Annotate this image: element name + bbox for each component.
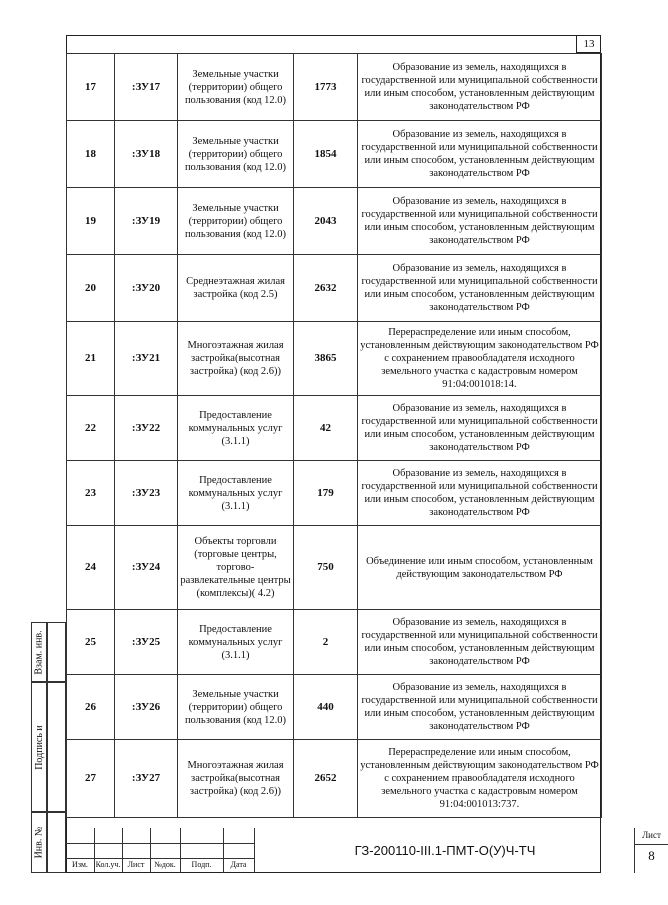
permitted-use: Многоэтажная жилая застройка(высотная застройка) (код 2.6))	[178, 740, 294, 818]
permitted-use: Предоставление коммунальных услуг (3.1.1)	[178, 610, 294, 675]
parcel-code: :ЗУ25	[115, 610, 178, 675]
sidebar-inv-cell	[31, 812, 47, 873]
stamp-label-list: Лист	[127, 860, 145, 869]
permitted-use: Среднеэтажная жилая застройка (код 2.5)	[178, 255, 294, 322]
permitted-use: Земельные участки (территории) общего пользования (код 12.0)	[178, 675, 294, 740]
row-number: 25	[67, 610, 115, 675]
parcel-area: 42	[294, 396, 358, 461]
formation-method: Объединение или иным способом, установленным действующим законодательством РФ	[358, 526, 602, 610]
stamp-label-izm: Изм.	[72, 860, 88, 869]
formation-method: Перераспределение или иным способом, установленным действующим законодательством РФ с сохранением правообладателя исходного земельного участка с кадастровым номером 91:04:001018:14.	[358, 322, 602, 396]
sidebar-podpis-label: Подпись и	[33, 724, 45, 770]
formation-method: Образование из земель, находящихся в государственной или муниципальной собственности или иным способом, установленным действующим законодательством РФ	[358, 188, 602, 255]
stamp-label-data: Дата	[230, 860, 247, 869]
table-row	[67, 121, 602, 188]
row-number: 27	[67, 740, 115, 818]
parcel-code: :ЗУ18	[115, 121, 178, 188]
parcel-code: :ЗУ26	[115, 675, 178, 740]
stamp-label-ndok: №док.	[154, 860, 176, 869]
parcel-code: :ЗУ17	[115, 54, 178, 121]
parcel-code: :ЗУ21	[115, 322, 178, 396]
formation-method: Образование из земель, находящихся в государственной или муниципальной собственности или иным способом, установленным действующим законодательством РФ	[358, 54, 602, 121]
title-block	[66, 828, 661, 873]
formation-method: Образование из земель, находящихся в государственной или муниципальной собственности или иным способом, установленным действующим законодательством РФ	[358, 396, 602, 461]
table-row	[67, 610, 602, 675]
parcel-area: 2043	[294, 188, 358, 255]
parcel-code: :ЗУ22	[115, 396, 178, 461]
permitted-use: Предоставление коммунальных услуг (3.1.1)	[178, 396, 294, 461]
row-number: 23	[67, 461, 115, 526]
row-number: 22	[67, 396, 115, 461]
formation-method: Образование из земель, находящихся в государственной или муниципальной собственности или иным способом, установленным действующим законодательством РФ	[358, 461, 602, 526]
permitted-use: Земельные участки (территории) общего пользования (код 12.0)	[178, 121, 294, 188]
permitted-use: Земельные участки (территории) общего пользования (код 12.0)	[178, 188, 294, 255]
parcel-area: 2	[294, 610, 358, 675]
row-number: 18	[67, 121, 115, 188]
row-number: 24	[67, 526, 115, 610]
sheet-label: Лист	[635, 830, 668, 845]
permitted-use: Многоэтажная жилая застройка(высотная застройка) (код 2.6))	[178, 322, 294, 396]
parcel-area: 2632	[294, 255, 358, 322]
table-row	[67, 675, 602, 740]
parcel-code: :ЗУ19	[115, 188, 178, 255]
sheet-number: 8	[648, 848, 655, 863]
sheet-box	[634, 828, 668, 873]
table-row	[67, 255, 602, 322]
parcel-code: :ЗУ24	[115, 526, 178, 610]
formation-method: Образование из земель, находящихся в государственной или муниципальной собственности или иным способом, установленным действующим законодательством РФ	[358, 255, 602, 322]
stamp-label-podp: Подп.	[191, 860, 212, 869]
formation-method: Образование из земель, находящихся в государственной или муниципальной собственности или иным способом, установленным действующим законодательством РФ	[358, 675, 602, 740]
parcel-area: 2652	[294, 740, 358, 818]
row-number: 17	[67, 54, 115, 121]
table-row	[67, 322, 602, 396]
formation-method: Образование из земель, находящихся в государственной или муниципальной собственности или иным способом, установленным действующим законодательством РФ	[358, 121, 602, 188]
parcel-code: :ЗУ27	[115, 740, 178, 818]
parcel-area: 440	[294, 675, 358, 740]
sidebar-vzam-cell	[31, 622, 47, 682]
table-row	[67, 526, 602, 610]
left-approval-strip	[31, 622, 66, 873]
row-number: 19	[67, 188, 115, 255]
parcel-area: 1773	[294, 54, 358, 121]
document-code: ГЗ-200110-III.1-ПМТ-О(У)Ч-ТЧ	[254, 828, 635, 873]
stamp-grid	[66, 828, 254, 873]
sidebar-inv-label: Инв. №	[33, 826, 45, 859]
table-row	[67, 396, 602, 461]
stamp-label-koluch: Кол.уч.	[95, 860, 121, 869]
parcel-area: 179	[294, 461, 358, 526]
parcel-code: :ЗУ23	[115, 461, 178, 526]
formation-method: Образование из земель, находящихся в государственной или муниципальной собственности или иным способом, установленным действующим законодательством РФ	[358, 610, 602, 675]
top-page-number: 13	[576, 36, 601, 53]
sidebar-vzam-value	[47, 622, 66, 682]
permitted-use: Земельные участки (территории) общего пользования (код 12.0)	[178, 54, 294, 121]
table-row	[67, 461, 602, 526]
formation-method: Перераспределение или иным способом, установленным действующим законодательством РФ с сохранением правообладателя исходного земельного участка с кадастровым номером 91:04:001013:737.	[358, 740, 602, 818]
sidebar-podpis-cell	[31, 682, 47, 812]
sidebar-vzam-label: Взам. инв.	[33, 629, 45, 675]
row-number: 26	[67, 675, 115, 740]
table-row	[67, 54, 602, 121]
row-number: 20	[67, 255, 115, 322]
parcel-area: 3865	[294, 322, 358, 396]
parcel-code: :ЗУ20	[115, 255, 178, 322]
parcel-area: 1854	[294, 121, 358, 188]
row-number: 21	[67, 322, 115, 396]
permitted-use: Объекты торговли (торговые центры, торгово-развлекательные центры (комплексы)( 4.2)	[178, 526, 294, 610]
parcels-table	[66, 53, 602, 818]
parcel-area: 750	[294, 526, 358, 610]
sidebar-podpis-value	[47, 682, 66, 812]
permitted-use: Предоставление коммунальных услуг (3.1.1)	[178, 461, 294, 526]
table-row	[67, 740, 602, 818]
sidebar-inv-value	[47, 812, 66, 873]
table-row	[67, 188, 602, 255]
